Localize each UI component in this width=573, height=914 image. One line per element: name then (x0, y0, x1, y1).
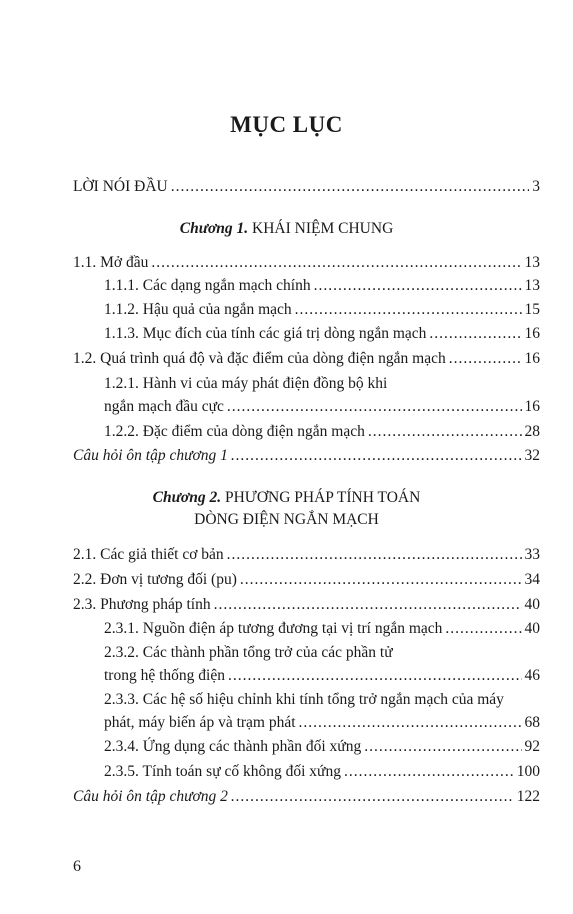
toc-entry-label: 1.1.1. Các dạng ngắn mạch chính (104, 277, 311, 294)
dot-leader (299, 713, 522, 733)
dot-leader (368, 422, 522, 442)
toc-entry[interactable] (73, 595, 540, 615)
chapter-2-title-line2: DÒNG ĐIỆN NGẮN MẠCH (194, 511, 379, 528)
dot-leader (171, 177, 530, 197)
toc-entry-label: 2.1. Các giả thiết cơ bản (73, 546, 224, 563)
toc-entry-label: 2.3. Phương pháp tính (73, 596, 211, 613)
chapter-1-heading (0, 218, 573, 240)
toc-entry[interactable] (104, 397, 540, 417)
dot-leader (214, 595, 522, 615)
dot-leader (445, 619, 521, 639)
toc-entry-page: 46 (524, 667, 540, 684)
dot-leader (314, 276, 522, 296)
toc-entry[interactable] (104, 300, 540, 320)
footer-page-number: 6 (73, 858, 81, 875)
toc-entry-page: 122 (516, 788, 540, 805)
toc-entry[interactable] (104, 713, 540, 733)
toc-entry[interactable] (73, 349, 540, 369)
toc-entry-page: 13 (524, 254, 540, 271)
toc-entry-label: Câu hỏi ôn tập chương 1 (73, 447, 228, 464)
toc-entry-page: 100 (516, 763, 540, 780)
dot-leader (228, 666, 522, 686)
toc-entry-page: 16 (524, 325, 540, 342)
toc-entry-label-line1[interactable]: 2.3.3. Các hệ số hiệu chỉnh khi tính tổng trở ngắn mạch của máy (104, 691, 504, 708)
toc-entry-page: 40 (524, 620, 540, 637)
toc-entry-page: 3 (532, 178, 540, 195)
dot-leader (364, 737, 521, 757)
toc-entry[interactable] (73, 253, 540, 273)
toc-entry-label-line1[interactable]: 2.3.2. Các thành phần tổng trở của các phần tử (104, 644, 393, 661)
toc-entry-page: 16 (524, 350, 540, 367)
toc-entry-label: 1.1.3. Mục đích của tính các giá trị dòng ngắn mạch (104, 325, 427, 342)
chapter-1-title: KHÁI NIỆM CHUNG (252, 220, 394, 237)
toc-entry[interactable] (73, 570, 540, 590)
dot-leader (429, 324, 521, 344)
toc-entry-page: 16 (524, 398, 540, 415)
dot-leader (231, 787, 514, 807)
toc-entry-label: 1.1.2. Hậu quả của ngắn mạch (104, 301, 292, 318)
toc-entry-preface[interactable] (73, 177, 540, 197)
toc-entry-review-2[interactable] (73, 787, 540, 807)
toc-entry-label: 2.3.4. Ứng dụng các thành phần đối xứng (104, 738, 362, 755)
toc-entry-page: 92 (524, 738, 540, 755)
toc-entry-label: ngắn mạch đầu cực (104, 398, 224, 415)
toc-entry[interactable] (104, 276, 540, 296)
dot-leader (295, 300, 522, 320)
dot-leader (449, 349, 522, 369)
toc-entry-page: 28 (524, 423, 540, 440)
toc-entry-label: 1.2. Quá trình quá độ và đặc điểm của dòng điện ngắn mạch (73, 350, 446, 367)
toc-entry-page: 15 (524, 301, 540, 318)
dot-leader (231, 446, 522, 466)
chapter-2-heading (0, 487, 573, 509)
chapter-1-number: Chương 1. (179, 220, 249, 237)
toc-entry-page: 32 (524, 447, 540, 464)
toc-entry[interactable] (104, 422, 540, 442)
dot-leader (227, 545, 522, 565)
toc-entry[interactable] (104, 619, 540, 639)
chapter-2-number: Chương 2. (152, 489, 222, 506)
dot-leader (151, 253, 521, 273)
toc-entry[interactable] (104, 762, 540, 782)
toc-entry-label: 2.3.5. Tính toán sự cố không đối xứng (104, 763, 341, 780)
dot-leader (344, 762, 514, 782)
toc-entry[interactable] (104, 737, 540, 757)
toc-entry-page: 33 (524, 546, 540, 563)
toc-entry[interactable] (73, 545, 540, 565)
toc-entry-page: 34 (524, 571, 540, 588)
toc-entry-review-1[interactable] (73, 446, 540, 466)
toc-entry-label: 2.3.1. Nguồn điện áp tương đương tại vị trí ngắn mạch (104, 620, 443, 637)
toc-entry-page: 13 (524, 277, 540, 294)
toc-entry-page: 40 (524, 596, 540, 613)
toc-entry[interactable] (104, 666, 540, 686)
toc-entry-page: 68 (524, 714, 540, 731)
toc-entry-label: trong hệ thống điện (104, 667, 225, 684)
toc-entry-label: LỜI NÓI ĐẦU (73, 178, 168, 195)
dot-leader (240, 570, 522, 590)
chapter-2-heading-line2 (0, 509, 573, 531)
toc-entry-label: 1.2.2. Đặc điểm của dòng điện ngắn mạch (104, 423, 365, 440)
toc-entry-label-line1[interactable]: 1.2.1. Hành vi của máy phát điện đồng bộ khi (104, 375, 388, 392)
toc-entry-label: phát, máy biến áp và trạm phát (104, 714, 296, 731)
toc-entry[interactable] (104, 324, 540, 344)
page-title: MỤC LỤC (230, 112, 343, 137)
toc-entry-label: 1.1. Mở đầu (73, 254, 149, 271)
toc-entry-label: 2.2. Đơn vị tương đối (pu) (73, 571, 237, 588)
toc-entry-label: Câu hỏi ôn tập chương 2 (73, 788, 228, 805)
dot-leader (227, 397, 522, 417)
chapter-2-title-line1: PHƯƠNG PHÁP TÍNH TOÁN (224, 489, 421, 506)
